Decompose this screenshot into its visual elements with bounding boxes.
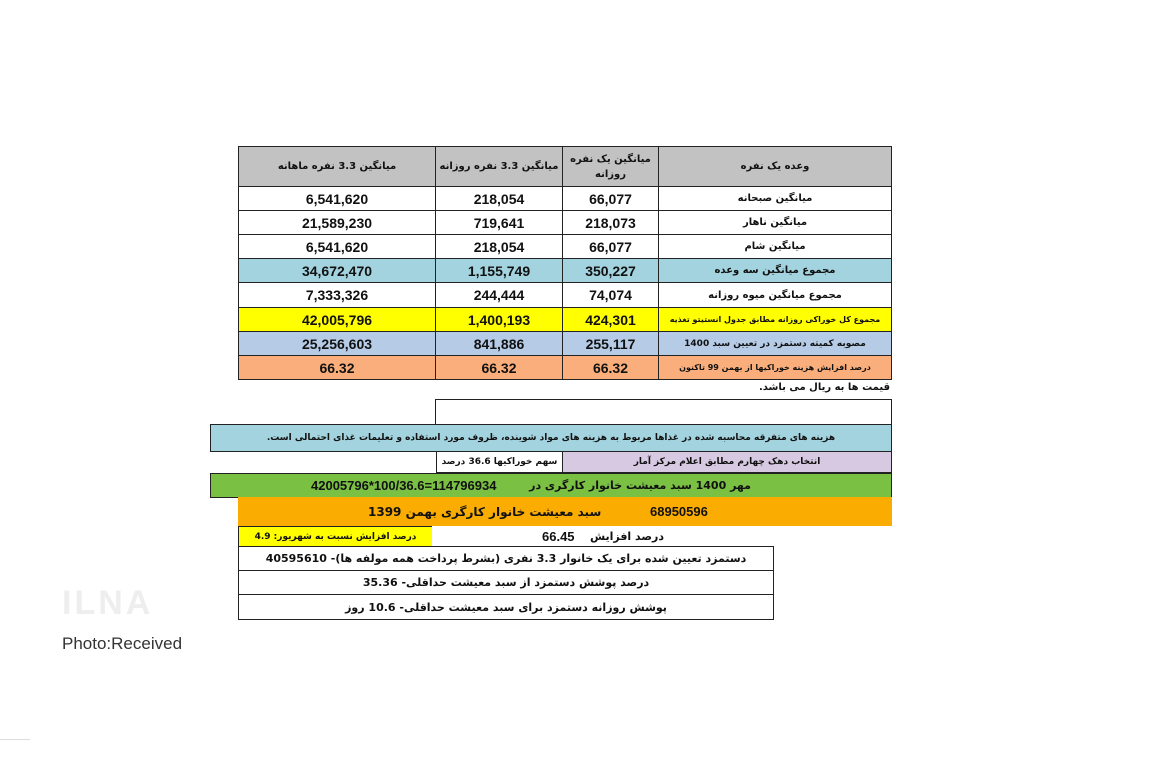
mehr-formula: 42005796*100/36.6=114796934 [311,478,497,493]
cell-daily: 841,886 [435,331,563,356]
row-label: مجموع میانگین میوه روزانه [658,282,892,308]
cell-one: 66,077 [562,234,659,259]
mehr-label: مهر 1400 سبد معیشت خانوار کارگری در [529,479,751,492]
row-label: مجموع کل خوراکی روزانه مطابق جدول انستیتو تغذیه [658,307,892,332]
increase-value: 66.45 [542,529,575,544]
cell-one: 255,117 [562,331,659,356]
fourth-decile-note: انتخاب دهک چهارم مطابق اعلام مرکز آمار [562,451,892,473]
wage-line: دستمزد تعیین شده برای یک خانوار 3.3 نفری (بشرط پرداخت همه مولفه ها)- 40595610 [238,546,774,571]
bahman-label: سبد معیشت خانوار کارگری بهمن 1399 [368,504,602,519]
cell-monthly: 25,256,603 [238,331,436,356]
cell-daily: 218,054 [435,186,563,211]
cell-monthly: 6,541,620 [238,234,436,259]
cell-one: 424,301 [562,307,659,332]
cell-daily: 1,400,193 [435,307,563,332]
cell-monthly: 42,005,796 [238,307,436,332]
divider [0,739,30,740]
price-note: قیمت ها به ریال می باشد. [758,382,890,393]
cell-daily: 66.32 [435,355,563,380]
cell-one: 74,074 [562,282,659,308]
row-label: میانگین صبحانه [658,186,892,211]
cell-monthly: 7,333,326 [238,282,436,308]
cell-daily: 719,641 [435,210,563,235]
row-label: میانگین ناهار [658,210,892,235]
cell-monthly: 21,589,230 [238,210,436,235]
cell-daily: 218,054 [435,234,563,259]
empty-box [435,399,892,425]
cell-one: 66.32 [562,355,659,380]
bahman-basket-band [238,497,892,526]
header-daily: میانگین 3.3 نفره روزانه [435,146,563,187]
row-label: درصد افزایش هزینه خوراکیها از بهمن 99 تاکنون [658,355,892,380]
header-item: وعده یک نفره [658,146,892,187]
cell-one: 66,077 [562,186,659,211]
header-monthly: میانگین 3.3 نفره ماهانه [238,146,436,187]
cell-monthly: 6,541,620 [238,186,436,211]
cell-daily: 1,155,749 [435,258,563,283]
mehr-basket-band [210,473,892,498]
cell-one: 218,073 [562,210,659,235]
increase-label: درصد افزایش [589,530,664,543]
increase-vs-shahrivar: درصد افزایش نسبت به شهریور: 4.9 [238,526,433,547]
cell-daily: 244,444 [435,282,563,308]
increase-row [432,526,774,547]
bahman-value: 68950596 [650,504,708,519]
header-one-person: میانگین یک نفره روزانه [562,146,659,187]
row-label: میانگین شام [658,234,892,259]
coverage-percent-line: درصد پوشش دستمزد از سبد معیشت حداقلی- 35.36 [238,570,774,595]
cell-one: 350,227 [562,258,659,283]
photo-credit: Photo:Received [62,634,183,653]
watermark-logo: ILNA [62,584,154,622]
misc-costs-note: هزینه های متفرقه محاسبه شده در غذاها مربوط به هزینه های مواد شوینده، ظروف مورد استفاده و تعلیمات غذای احتمالی است. [210,424,892,452]
row-label: مجموع میانگین سه وعده [658,258,892,283]
cell-monthly: 66.32 [238,355,436,380]
coverage-days-line: پوشش روزانه دستمزد برای سبد معیشت حداقلی- 10.6 روز [238,594,774,620]
food-share: سهم خوراکیها 36.6 درصد [436,451,563,473]
cell-monthly: 34,672,470 [238,258,436,283]
row-label: مصوبه کمیته دستمزد در تعیین سبد 1400 [658,331,892,356]
